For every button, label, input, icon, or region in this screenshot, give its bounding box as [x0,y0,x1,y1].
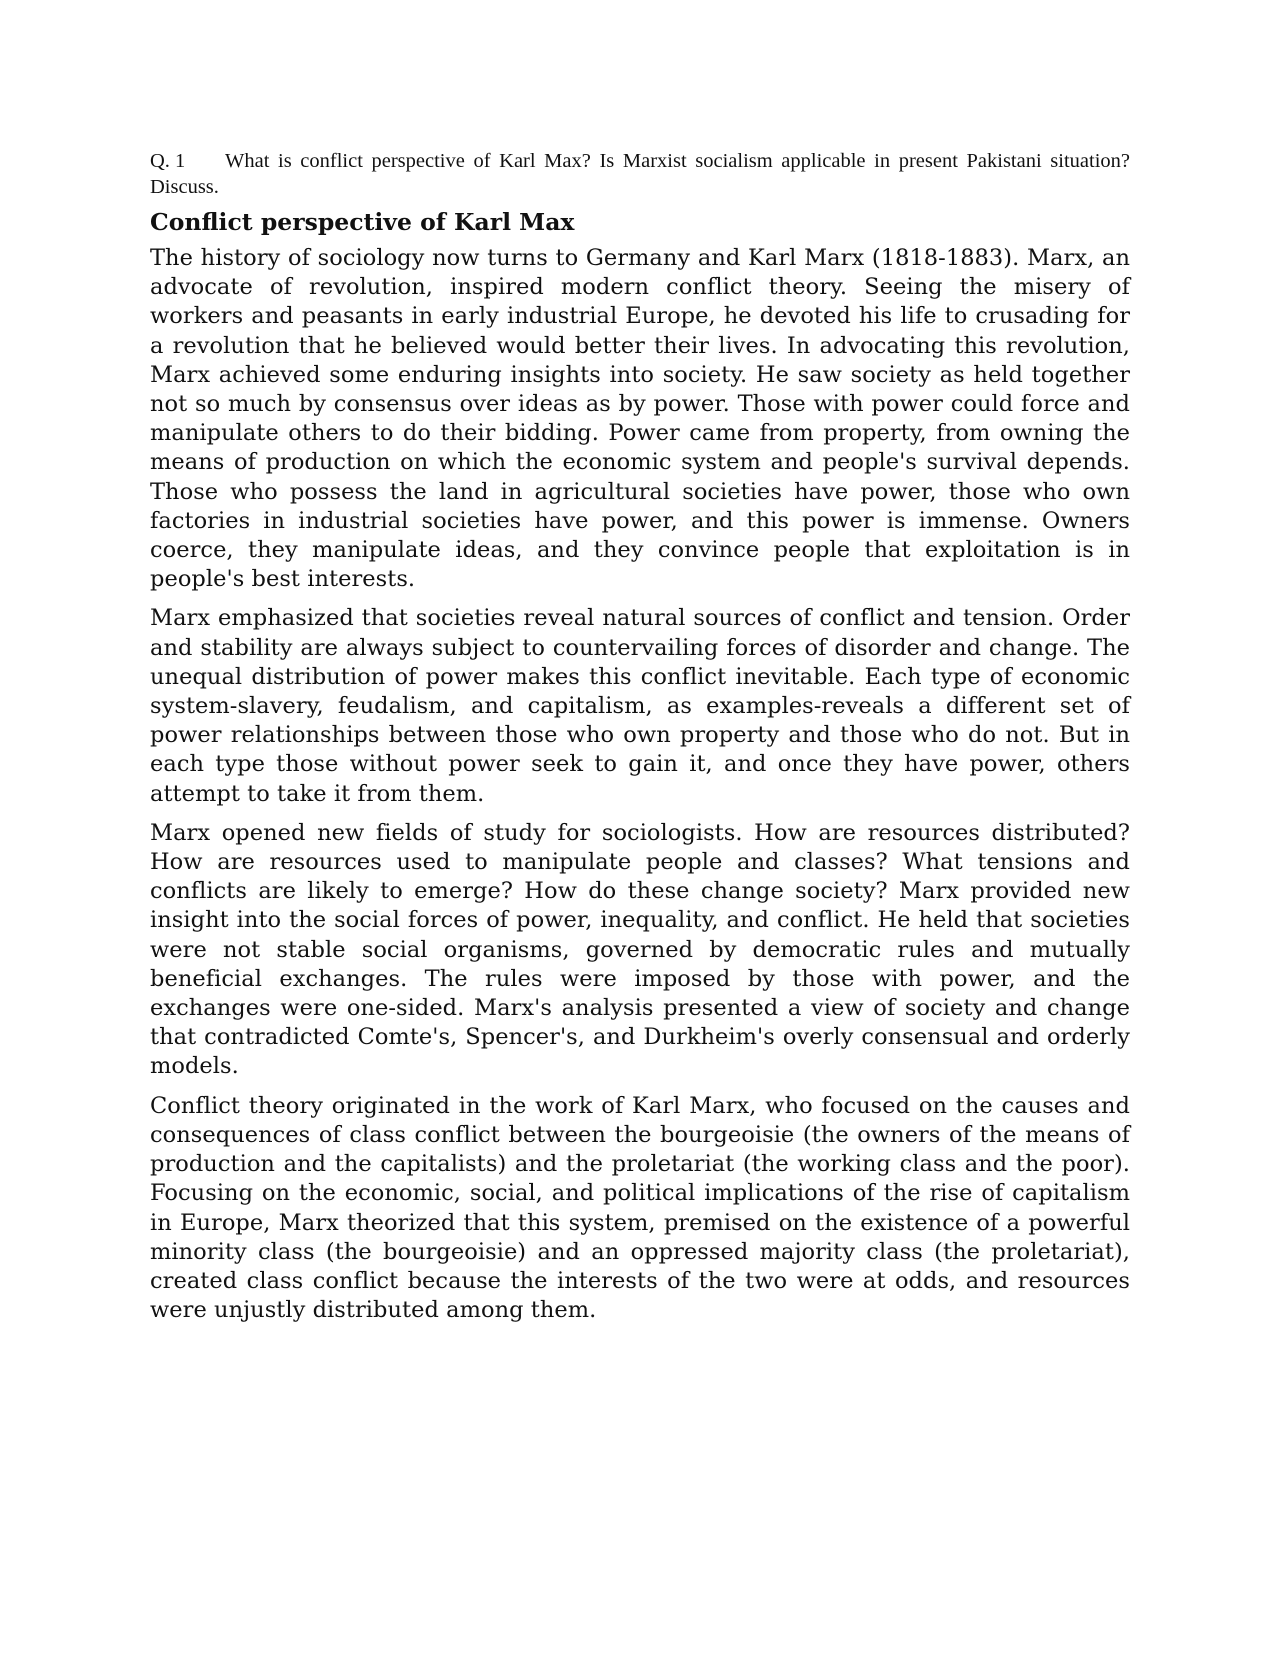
paragraph-4: Conflict theory originated in the work of Karl Marx, who focused on the causes and consequences of class conflict between the bourgeoisie (the owners of the means of production and the capitalists) and the proletariat (the working class and the poor). Focusing on the economic, social, and political implications of the rise of capitalism in Europe, Marx theorized that this system, premised on the existence of a powerful minority class (the bourgeoisie) and an oppressed majority class (the proletariat), created class conflict because the interests of the two were at odds, and resources were unjustly distributed among them. [150,1092,1130,1324]
question-text: What is conflict perspective of Karl Max? Is Marxist socialism applicable in present Pakistani situation? Discuss. [150,150,1130,198]
paragraph-2: Marx emphasized that societies reveal natural sources of conflict and tension. Order and stability are always subject to countervailing forces of disorder and change. The unequal distribution of power makes this conflict inevitable. Each type of economic system-slavery, feudalism, and capitalism, as examples-reveals a different set of power relationships between those who own property and those who do not. But in each type those without power seek to gain it, and once they have power, others attempt to take it from them. [150,605,1130,807]
document-page [150,148,1130,1335]
question-line [150,148,1130,200]
question-number: Q. 1 [150,150,186,172]
paragraph-1: The history of sociology now turns to Germany and Karl Marx (1818-1883). Marx, an advocate of revolution, inspired modern conflict theory. Seeing the misery of workers and peasants in early industrial Europe, he devoted his life to crusading for a revolution that he believed would better their lives. In advocating this revolution, Marx achieved some enduring insights into society. He saw society as held together not so much by consensus over ideas as by power. Those with power could force and manipulate others to do their bidding. Power came from property, from owning the means of production on which the economic system and people's survival depends. Those who possess the land in agricultural societies have power, those who own factories in industrial societies have power, and this power is immense. Owners coerce, they manipulate ideas, and they convince people that exploitation is in people's best interests. [150,245,1130,593]
paragraph-3: Marx opened new fields of study for sociologists. How are resources distributed? How are resources used to manipulate people and classes? What tensions and conflicts are likely to emerge? How do these change society? Marx provided new insight into the social forces of power, inequality, and conflict. He held that societies were not stable social organisms, governed by democratic rules and mutually beneficial exchanges. The rules were imposed by those with power, and the exchanges were one-sided. Marx's analysis presented a view of society and change that contradicted Comte's, Spencer's, and Durkheim's overly consensual and orderly models. [150,819,1130,1080]
section-heading: Conflict perspective of Karl Max [150,208,575,236]
